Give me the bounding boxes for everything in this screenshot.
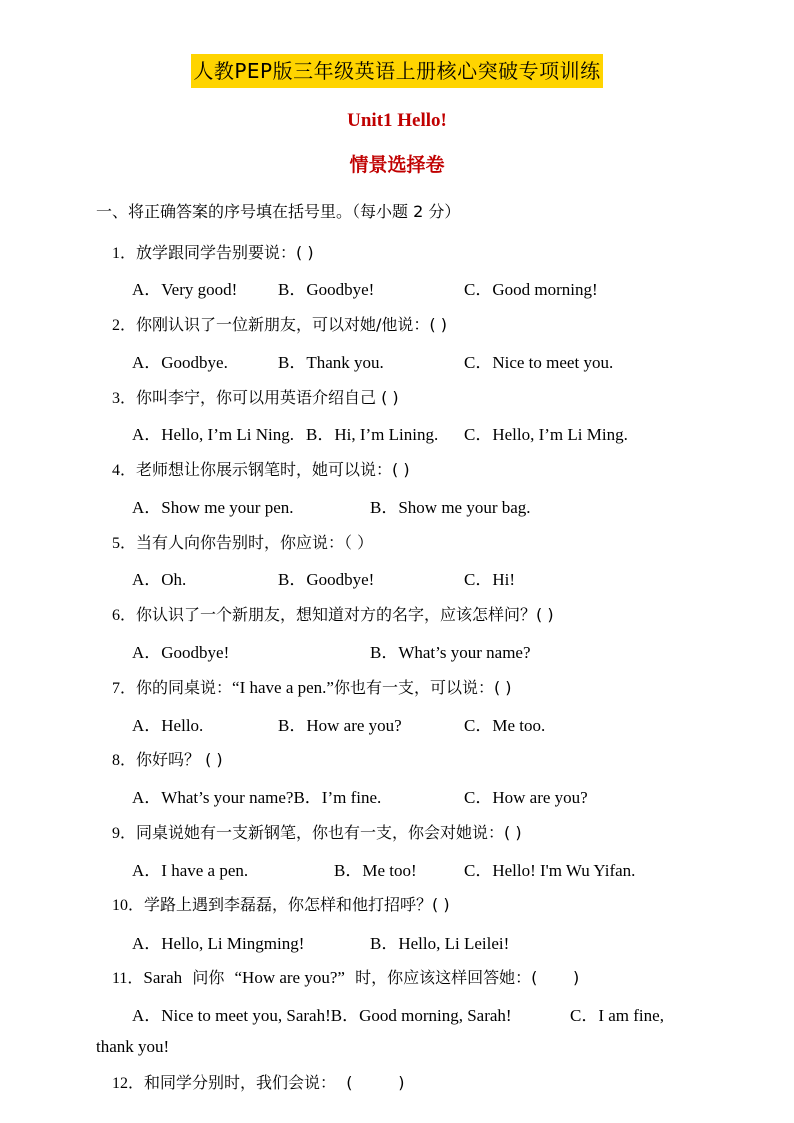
options-4 bbox=[132, 493, 692, 517]
question-text: 学路上遇到李磊磊，你怎样和他打招呼？( ) bbox=[144, 895, 450, 914]
option-b[interactable]: B．Hello, Li Leilei! bbox=[370, 934, 510, 953]
question-text-post: 时，你应该这样回答她：( ) bbox=[344, 968, 580, 987]
option-c-continuation: thank you! bbox=[96, 1037, 170, 1056]
question-text: 你叫李宁，你可以用英语介绍自己 ( ) bbox=[136, 388, 399, 407]
question-text-quote: “How are you?” bbox=[234, 968, 345, 987]
question-10 bbox=[112, 892, 450, 915]
question-number: 7． bbox=[112, 680, 137, 697]
question-number: 2． bbox=[112, 317, 137, 334]
worksheet-title: 人教PEP版三年级英语上册核心突破专项训练 bbox=[191, 54, 602, 88]
question-5 bbox=[112, 530, 373, 553]
question-text: 你好吗？ ( ) bbox=[136, 750, 223, 769]
options-8 bbox=[132, 783, 692, 807]
question-text: 同桌说她有一支新钢笔，你也有一支，你会对她说：( ) bbox=[136, 823, 522, 842]
options-1 bbox=[132, 275, 692, 299]
option-a-b[interactable]: A．Nice to meet you, Sarah!B．Good morning, Sarah! bbox=[132, 1006, 512, 1025]
title-row bbox=[0, 54, 794, 88]
worksheet-subtitle: 情景选择卷 bbox=[349, 154, 445, 176]
option-c[interactable]: C．Hello, I’m Li Ming. bbox=[464, 425, 628, 444]
question-text-pre: 你的同桌说： bbox=[136, 678, 233, 697]
question-number: 5． bbox=[112, 535, 137, 552]
options-6 bbox=[132, 638, 692, 662]
options-10 bbox=[132, 929, 692, 953]
option-c[interactable]: C．How are you? bbox=[464, 788, 588, 807]
option-a[interactable]: A．Goodbye. bbox=[132, 353, 228, 372]
option-a[interactable]: A．Show me your pen. bbox=[132, 498, 294, 517]
question-number: 3． bbox=[112, 390, 137, 407]
option-c[interactable]: C．Good morning! bbox=[464, 280, 598, 299]
question-11 bbox=[112, 965, 579, 988]
options-7 bbox=[132, 711, 692, 735]
question-number: 10． bbox=[112, 897, 145, 914]
question-number: 8． bbox=[112, 752, 137, 769]
options-5 bbox=[132, 565, 692, 589]
option-c[interactable]: C．I am fine, bbox=[570, 1006, 664, 1025]
unit-heading: Unit1 Hello! bbox=[347, 110, 447, 131]
question-number: 11． bbox=[112, 970, 144, 987]
question-text: 你认识了一个新朋友，想知道对方的名字，应该怎样问？( ) bbox=[136, 605, 554, 624]
option-a[interactable]: A．Hello, I’m Li Ning. bbox=[132, 425, 294, 444]
question-7 bbox=[112, 675, 512, 698]
question-8 bbox=[112, 747, 223, 770]
option-a[interactable]: A．Oh. bbox=[132, 570, 187, 589]
option-c[interactable]: C．Me too. bbox=[464, 716, 546, 735]
question-text: 老师想让你展示钢笔时，她可以说：( ) bbox=[136, 460, 410, 479]
question-4 bbox=[112, 457, 410, 480]
option-a[interactable]: A．I have a pen. bbox=[132, 861, 249, 880]
question-number: 6． bbox=[112, 607, 137, 624]
question-number: 4． bbox=[112, 462, 137, 479]
option-b[interactable]: B．How are you? bbox=[278, 716, 402, 735]
option-b[interactable]: B．Show me your bag. bbox=[370, 498, 531, 517]
option-c[interactable]: C．Hi! bbox=[464, 570, 515, 589]
question-text: 和同学分别时，我们会说： ( ) bbox=[144, 1073, 405, 1092]
question-text-name: Sarah bbox=[143, 968, 183, 987]
question-number: 1． bbox=[112, 245, 137, 262]
options-11 bbox=[132, 1001, 692, 1025]
option-a[interactable]: A．Hello. bbox=[132, 716, 204, 735]
option-b[interactable]: B．Thank you. bbox=[278, 353, 384, 372]
option-c[interactable]: C．Nice to meet you. bbox=[464, 353, 614, 372]
option-b[interactable]: B．Hi, I’m Lining. bbox=[306, 425, 439, 444]
option-a[interactable]: A．Hello, Li Mingming! bbox=[132, 934, 305, 953]
question-6 bbox=[112, 602, 554, 625]
question-number: 12． bbox=[112, 1075, 145, 1092]
question-number: 9． bbox=[112, 825, 137, 842]
section-instruction: 一、将正确答案的序号填在括号里。（每小题 2 分） bbox=[96, 202, 461, 221]
question-text-pre: 问你 bbox=[182, 968, 235, 987]
question-text-quote: “I have a pen.” bbox=[232, 678, 334, 697]
question-3 bbox=[112, 385, 399, 408]
option-c[interactable]: C．Hello! I'm Wu Yifan. bbox=[464, 861, 636, 880]
option-b[interactable]: B．Goodbye! bbox=[278, 570, 375, 589]
options-3 bbox=[132, 420, 692, 444]
question-text: 你刚认识了一位新朋友，可以对她/他说：( ) bbox=[136, 315, 447, 334]
option-a[interactable]: A．Very good! bbox=[132, 280, 238, 299]
option-b[interactable]: B．Me too! bbox=[334, 861, 417, 880]
option-b[interactable]: B．Goodbye! bbox=[278, 280, 375, 299]
options-2 bbox=[132, 348, 692, 372]
option-a[interactable]: A．Goodbye! bbox=[132, 643, 230, 662]
options-9 bbox=[132, 856, 692, 880]
question-9 bbox=[112, 820, 522, 843]
option-a-b[interactable]: A．What’s your name?B．I’m fine. bbox=[132, 788, 382, 807]
question-text-post: 你也有一支，可以说：( ) bbox=[333, 678, 512, 697]
question-text: 当有人向你告别时，你应说：（ ） bbox=[136, 533, 374, 552]
question-text: 放学跟同学告别要说：( ) bbox=[136, 243, 314, 262]
question-12 bbox=[112, 1070, 404, 1093]
question-2 bbox=[112, 312, 447, 335]
question-1 bbox=[112, 240, 314, 263]
option-b[interactable]: B．What’s your name? bbox=[370, 643, 531, 662]
